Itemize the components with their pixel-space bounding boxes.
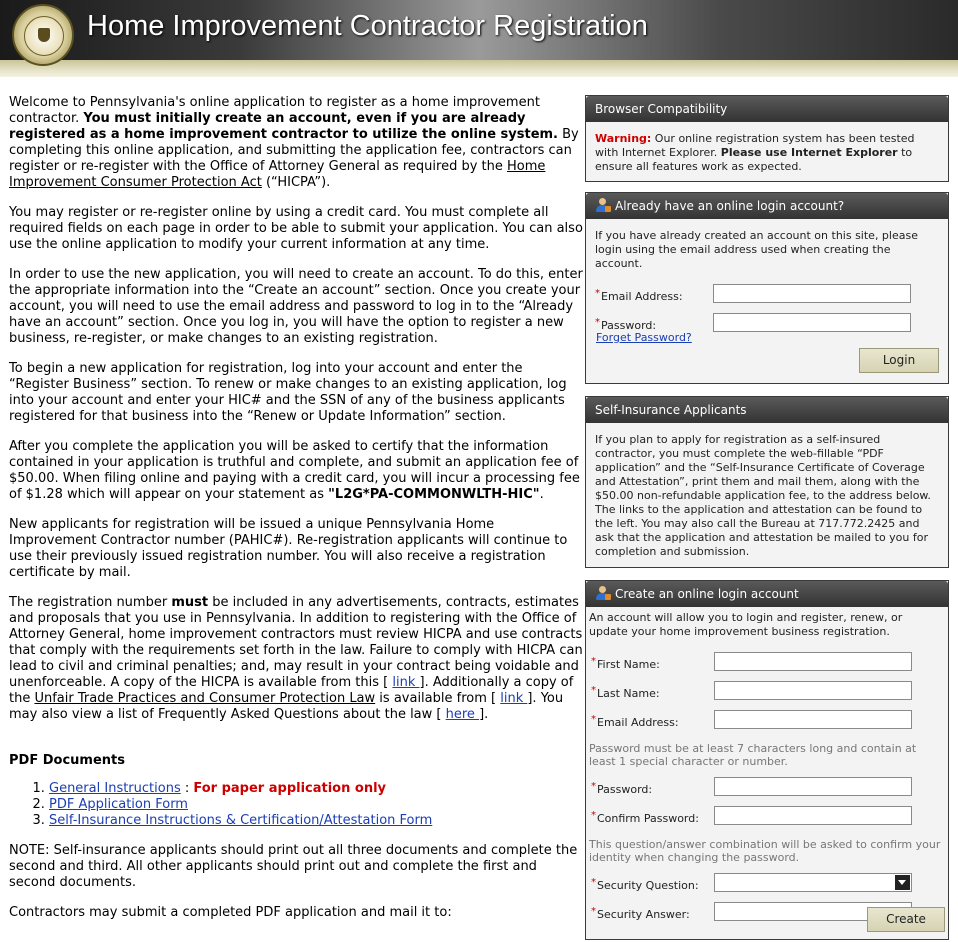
hicpa-link[interactable]: Home Improvement Consumer Protection Act: [9, 159, 546, 190]
user-icon: [595, 586, 611, 600]
paper-only-note: For paper application only: [193, 781, 387, 796]
password-hint: Password must be at least 7 characters long and contain at least 1 special character or number.: [589, 742, 917, 768]
create-password-input[interactable]: [714, 777, 912, 796]
confirm-password-row: *Confirm Password:: [591, 805, 944, 834]
first-name-input[interactable]: [714, 652, 912, 671]
page-title: Home Improvement Contractor Registration: [87, 10, 648, 42]
panel-title: Self-Insurance Applicants: [586, 397, 948, 423]
panel-title: Already have an online login account?: [586, 193, 948, 219]
faq-link[interactable]: here: [445, 707, 480, 722]
create-email-input[interactable]: [714, 710, 912, 729]
login-button[interactable]: Login: [859, 348, 939, 373]
mail-paragraph: Contractors may submit a completed PDF application and mail it to:: [9, 905, 452, 920]
pdf-documents-heading: PDF Documents: [9, 753, 125, 768]
seal-inner: [24, 16, 64, 56]
self-insurance-form-link[interactable]: Self-Insurance Instructions & Certification/Attestation Form: [49, 813, 433, 828]
browser-compatibility-text: Warning: Our online registration system has been tested with Internet Explorer. Please use Internet Explorer to ensure all features work as expected.: [595, 132, 915, 173]
list-item: [49, 813, 585, 829]
user-icon: [595, 198, 611, 212]
chevron-down-icon[interactable]: [895, 875, 910, 890]
begin-application-paragraph: To begin a new application for registration, log into your account and enter the “Register Business” section. To renew or make changes to an existing application, log into your account and enter your HIC# and the SSN of any of the business applicants registered for that business into the “Renew or Update Information” section.: [9, 361, 567, 424]
hicpa-copy-link[interactable]: link: [392, 675, 420, 690]
fee-paragraph: After you complete the application you will be asked to certify that the information contained in your application is truthful and complete, and submit an application fee of $50.00. When filing online and paying with a credit card, you will incur a processing fee of $1.28 which will appear on your statement as "L2G*PA-COMMONWLTH-HIC".: [9, 439, 580, 502]
intro-paragraph: Welcome to Pennsylvania's online application to register as a home improvement contractor. You must initially create an account, even if you are already registered as a home improvement contractor to utilize the online system. By completing this online application, and submitting the application fee, contractors can register or re-register with the Office of Attorney General as required by the Home Improvement Consumer Protection Act (“HICPA”).: [9, 95, 579, 190]
attorney-general-seal-icon: [12, 4, 74, 66]
email-row: *Email Address:: [595, 283, 939, 312]
login-password-input[interactable]: [713, 313, 911, 332]
login-panel: [585, 192, 949, 384]
login-intro: If you have already created an account on this site, please login using the email address used when creating the account.: [595, 229, 918, 270]
create-account-paragraph: In order to use the new application, you will need to create an account. To do this, enter the appropriate information into the “Create an account” section. Once you create your account, you will need to use the email address and password to log in to the “Already have an account” section. Once you log in, you will have the option to register a new business, re-register, or make changes to an existing registration.: [9, 267, 583, 346]
login-email-input[interactable]: [713, 284, 911, 303]
password-label: Password:: [601, 319, 657, 332]
confirm-password-input[interactable]: [714, 806, 912, 825]
pdf-application-form-link[interactable]: PDF Application Form: [49, 797, 188, 812]
security-question-select[interactable]: [714, 873, 912, 892]
create-account-panel: [585, 580, 949, 940]
panel-title: Create an online login account: [586, 581, 948, 607]
login-form: [586, 219, 948, 367]
last-name-input[interactable]: [714, 681, 912, 700]
header-stripe: [0, 60, 958, 77]
create-email-row: *Email Address:: [591, 709, 944, 738]
first-name-row: *First Name:: [591, 651, 944, 680]
forgot-password-link[interactable]: Forget Password?: [596, 331, 692, 344]
security-answer-row: *Security Answer:: [591, 901, 944, 930]
password-row: *Password:: [595, 312, 939, 341]
list-item: 1. General Instructions : For paper application only: [49, 781, 585, 797]
browser-compatibility-panel: [585, 95, 949, 182]
create-intro: An account will allow you to login and register, renew, or update your home improvement business registration.: [589, 611, 903, 638]
seal-shield-icon: [38, 28, 50, 42]
unfair-trade-practices-link[interactable]: Unfair Trade Practices and Consumer Protection Law: [34, 691, 376, 706]
self-insurance-text: If you plan to apply for registration as a self-insured contractor, you must complete the web-fillable “PDF application” and the “Self-Insurance Certificate of Coverage and Attestation”, print them and mail them, along with the $50.00 non-refundable application fee, to the address below. The links to the application and attestation can be found to the left. You may also call the Bureau at 717.772.2425 and ask that the application and attestation be mailed to you for completion and submission.: [595, 433, 931, 558]
panel-title: Browser Compatibility: [586, 96, 948, 122]
self-insurance-panel: [585, 396, 949, 568]
note-paragraph: NOTE: Self-insurance applicants should print out all three documents and complete the second and third. All other applicants should print out and complete the first and second documents.: [9, 843, 578, 890]
main-content: [9, 95, 585, 935]
email-label: Email Address:: [601, 290, 683, 303]
security-hint: This question/answer combination will be asked to confirm your identity when changing the password.: [589, 838, 941, 864]
create-password-row: *Password:: [591, 776, 944, 805]
registration-number-paragraph: The registration number must be included in any advertisements, contracts, estimates and proposals that you use in Pennsylvania. In addition to registering with the Office of Attorney General, home improvement contractors must review HICPA and use contracts that comply with the requirements set forth in the law. Failure to comply with HICPA can lead to civil and criminal penalties; and, may result in your contract being voidable and unenforceable. A copy of the HICPA is available from this [ link ]. Additionally a copy of the Unfair Trade Practices and Consumer Protection Law is available from [ link ]. You may also view a list of Frequently Asked Questions about the law [ here ].: [9, 595, 583, 722]
pdf-documents-list: [9, 781, 585, 829]
general-instructions-link[interactable]: General Instructions: [49, 781, 181, 796]
new-applicants-paragraph: New applicants for registration will be issued a unique Pennsylvania Home Improvement Contractor number (PAHIC#). Re-registration applicants will continue to use their previously issued registration number. You will also receive a registration certificate by mail.: [9, 517, 568, 580]
last-name-row: *Last Name:: [591, 680, 944, 709]
security-question-row: *Security Question:: [591, 872, 944, 901]
credit-card-paragraph: You may register or re-register online by using a credit card. You must complete all required fields on each page in order to be able to submit your application. You can also use the online application to modify your current information at any time.: [9, 205, 583, 252]
create-account-form: [586, 607, 948, 934]
create-button[interactable]: Create: [867, 907, 945, 932]
consumer-protection-law-link[interactable]: link: [500, 691, 528, 706]
list-item: [49, 797, 585, 813]
